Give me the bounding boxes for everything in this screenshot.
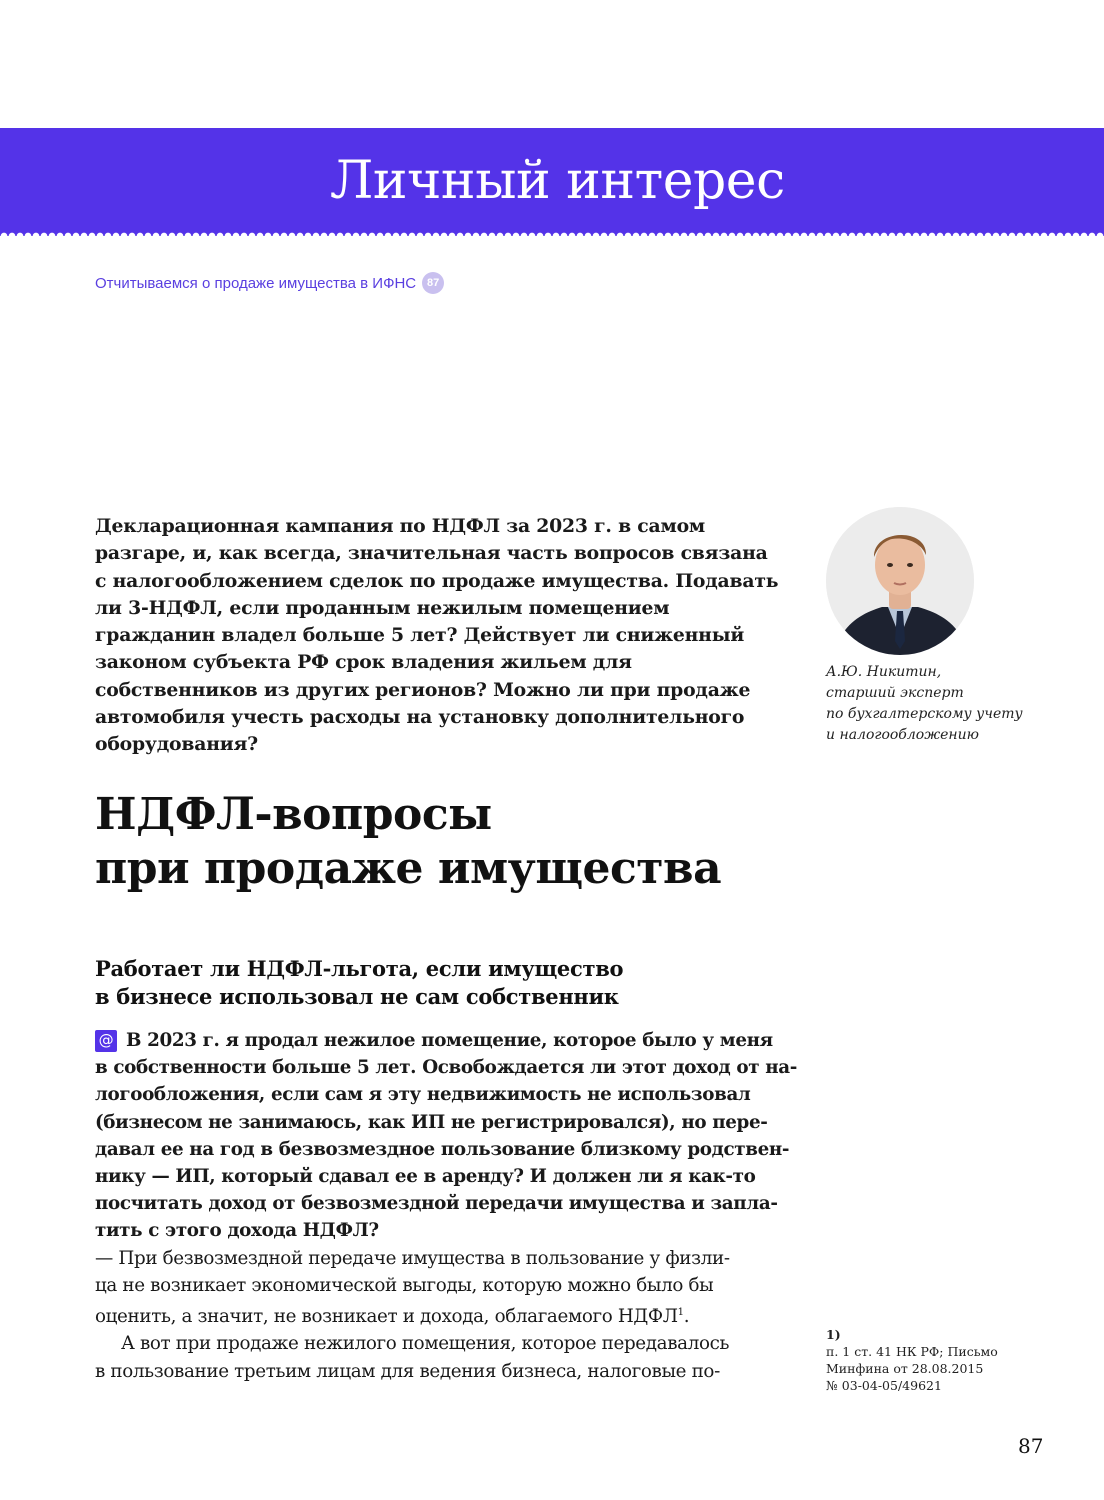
article-title-line: при продаже имущества	[95, 843, 722, 894]
article-body	[95, 1027, 797, 1385]
question-heading-line: Работает ли НДФЛ-льгота, если имущество	[95, 956, 624, 981]
author-position-line: по бухгалтерскому учету	[826, 706, 1023, 722]
footnote-marker: 1)	[826, 1327, 841, 1342]
question-line-text: В 2023 г. я продал нежилое помещение, которое было у меня	[126, 1030, 773, 1051]
email-at-icon: @	[95, 1030, 117, 1052]
question-line: в собственности больше 5 лет. Освобождается ли этот доход от на-	[95, 1057, 797, 1079]
author-caption	[826, 662, 1076, 746]
section-title: Личный интерес	[330, 151, 785, 211]
footnote-ref[interactable]: 1	[677, 1307, 684, 1319]
question-line: посчитать доход от безвозмездной передачи имущества и запла-	[95, 1193, 778, 1215]
answer-line: ца не возникает экономической выгоды, которую можно было бы	[95, 1274, 714, 1296]
toc-link[interactable]	[95, 272, 444, 294]
answer-line	[95, 1299, 775, 1330]
question-line: нику — ИП, который сдавал ее в аренду? И должен ли я как-то	[95, 1166, 756, 1188]
footnote-line: Минфина от 28.08.2015	[826, 1361, 984, 1376]
author-position-line: и налогообложению	[826, 727, 979, 743]
footnote-line: № 03-04-05/49621	[826, 1378, 942, 1393]
answer-line-text: оценить, а значит, не возникает и дохода, облагаемого НДФЛ	[95, 1306, 678, 1328]
page-number: 87	[1018, 1434, 1044, 1458]
toc-link-text: Отчитываемся о продаже имущества в ИФНС	[95, 274, 417, 292]
toc-page-badge: 87	[422, 272, 444, 294]
footnote-line-text: п. 1 ст. 41 НК РФ; Письмо	[826, 1344, 998, 1359]
body-line: А вот при продаже нежилого помещения, которое передавалось	[121, 1333, 730, 1355]
question-line: логообложения, если сам я эту недвижимость не использовал	[95, 1084, 751, 1106]
body-line: в пользование третьим лицам для ведения бизнеса, налоговые по-	[95, 1360, 720, 1382]
question-line	[95, 1027, 775, 1054]
question-heading	[95, 955, 795, 1011]
answer-line: — При безвозмездной передаче имущества в пользование у физли-	[95, 1247, 730, 1269]
question-line: (бизнесом не занимаюсь, как ИП не регистрировался), но пере-	[95, 1111, 768, 1133]
answer-line-end: .	[683, 1306, 690, 1328]
footnote-line	[826, 1326, 1066, 1360]
footnote	[826, 1326, 1066, 1394]
article-title-line: НДФЛ-вопросы	[95, 789, 492, 840]
author-name: А.Ю. Никитин,	[826, 664, 942, 680]
author-photo	[826, 507, 974, 655]
author-position-line: старший эксперт	[826, 685, 964, 701]
question-heading-line: в бизнесе использовал не сам собственник	[95, 984, 619, 1009]
article-title	[95, 788, 815, 896]
question-line: давал ее на год в безвозмездное пользование близкому родствен-	[95, 1138, 790, 1160]
lead-paragraph: Декларационная кампания по НДФЛ за 2023 г. в самом разгаре, и, как всегда, значительная часть вопросов связана с налогообложением сделок по продаже имущества. Подавать ли 3-НДФЛ, если проданным нежилым помещением гражданин владел больше 5 лет? Действует ли сниженный законом субъекта РФ срок владения жильем для собственников из других регионов? Можно ли при продаже автомобиля учесть расходы на установку дополнительного оборудования?	[95, 515, 779, 756]
question-line: тить с этого дохода НДФЛ?	[95, 1220, 379, 1242]
